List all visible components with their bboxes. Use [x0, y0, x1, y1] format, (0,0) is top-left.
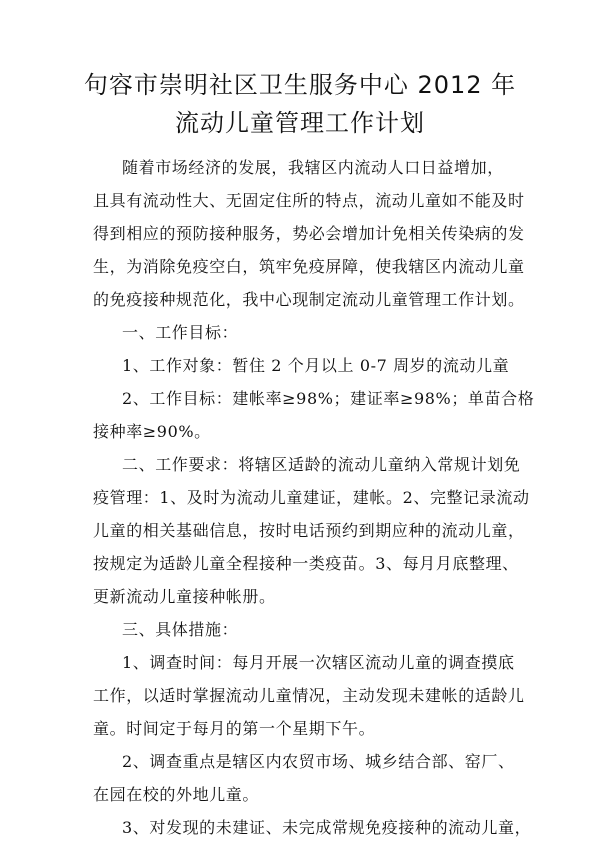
- paragraph-line: 1、工作对象：暂住 2 个月以上 0-7 周岁的流动儿童: [122, 356, 510, 375]
- paragraph-line: 2、工作目标：建帐率≥98%；建证率≥98%；单苗合格: [122, 389, 535, 408]
- section-heading: 一、工作目标：: [122, 323, 239, 342]
- paragraph-line: 生，为消除免疫空白，筑牢免疫屏障，使我辖区内流动儿童: [93, 257, 525, 276]
- paragraph-line: 在园在校的外地儿童。: [93, 785, 260, 804]
- paragraph-line: 1、调查时间：每月开展一次辖区流动儿童的调查摸底: [122, 653, 515, 672]
- paragraph-line: 童。时间定于每月的第一个星期下午。: [93, 719, 376, 738]
- paragraph-line: 工作，以适时掌握流动儿童情况，主动发现未建帐的适龄儿: [93, 686, 525, 705]
- paragraph-line: 儿童的相关基础信息，按时电话预约到期应种的流动儿童，: [93, 521, 525, 540]
- paragraph-line: 的免疫接种规范化，我中心现制定流动儿童管理工作计划。: [93, 290, 525, 309]
- paragraph-line: 疫管理：1、及时为流动儿童建证，建帐。2、完整记录流动: [93, 488, 530, 507]
- paragraph-line: 得到相应的预防接种服务，势必会增加计免相关传染病的发: [93, 224, 525, 243]
- paragraph-line: 且具有流动性大、无固定住所的特点，流动儿童如不能及时: [93, 191, 525, 210]
- paragraph-line: 二、工作要求：将辖区适龄的流动儿童纳入常规计划免: [122, 455, 521, 474]
- document-title-line-1: 句容市崇明社区卫生服务中心 2012 年: [83, 71, 517, 99]
- paragraph-line: 2、调查重点是辖区内农贸市场、城乡结合部、窑厂、: [122, 752, 515, 771]
- paragraph-line: 接种率≥90%。: [93, 422, 211, 441]
- paragraph-line: 按规定为适龄儿童全程接种一类疫苗。3、每月月底整理、: [93, 554, 519, 573]
- paragraph-line: 随着市场经济的发展，我辖区内流动人口日益增加，: [122, 158, 504, 177]
- document-title-line-2: 流动儿童管理工作计划: [175, 109, 425, 137]
- paragraph-line: 3、对发现的未建证、未完成常规免疫接种的流动儿童，: [122, 818, 532, 837]
- paragraph-line: 更新流动儿童接种帐册。: [93, 587, 276, 606]
- section-heading: 三、具体措施：: [122, 620, 239, 639]
